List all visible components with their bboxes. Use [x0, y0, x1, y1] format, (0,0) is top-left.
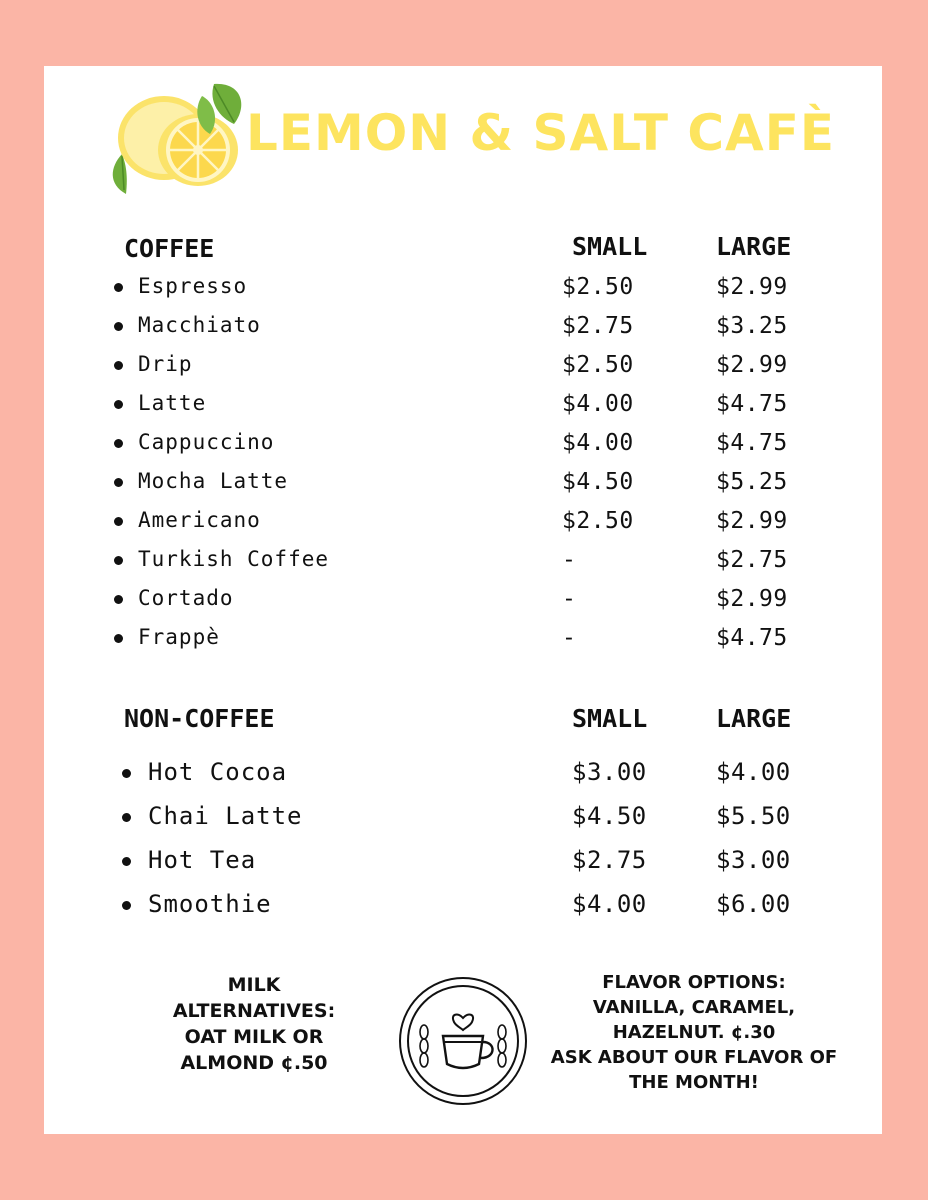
small-price: $2.50: [562, 508, 634, 534]
large-price: $4.00: [716, 758, 791, 786]
large-price: $3.25: [716, 313, 788, 339]
list-item: [44, 352, 882, 382]
note-line: VANILLA, CARAMEL,: [592, 997, 796, 1018]
bullet: [114, 400, 123, 409]
list-item: [44, 469, 882, 499]
large-price: $2.99: [716, 274, 788, 300]
large-price: $2.75: [716, 547, 788, 573]
note-line: THE MONTH!: [629, 1072, 759, 1093]
note-line: FLAVOR OPTIONS:: [602, 972, 786, 993]
bullet: [114, 634, 123, 643]
coffee-cup-icon: [398, 976, 528, 1106]
item-name: Smoothie: [148, 890, 272, 918]
milk-alternatives-note: [144, 972, 364, 1076]
small-price: -: [562, 625, 577, 651]
note-line: ALMOND ¢.50: [180, 1052, 328, 1074]
coffee-small-header: SMALL: [572, 232, 648, 261]
list-item: [44, 625, 882, 655]
note-line: MILK: [227, 974, 281, 996]
list-item: [44, 274, 882, 304]
item-name: Hot Tea: [148, 846, 257, 874]
large-price: $2.99: [716, 508, 788, 534]
list-item: [44, 890, 882, 920]
bullet: [114, 595, 123, 604]
small-price: $2.50: [562, 274, 634, 300]
item-name: Cappuccino: [138, 430, 275, 454]
large-price: $4.75: [716, 625, 788, 651]
small-price: -: [562, 547, 577, 573]
small-price: $4.00: [562, 391, 634, 417]
item-name: Macchiato: [138, 313, 261, 337]
large-price: $6.00: [716, 890, 791, 918]
flavor-options-note: [534, 970, 854, 1095]
item-name: Chai Latte: [148, 802, 303, 830]
large-price: $4.75: [716, 430, 788, 456]
bullet: [122, 901, 131, 910]
note-line: OAT MILK OR: [184, 1026, 324, 1048]
list-item: [44, 547, 882, 577]
small-price: -: [562, 586, 577, 612]
list-item: [44, 430, 882, 460]
coffee-heading: COFFEE: [124, 234, 215, 263]
small-price: $2.75: [572, 846, 647, 874]
large-price: $5.50: [716, 802, 791, 830]
coffee-large-header: LARGE: [716, 232, 792, 261]
non-coffee-large-header: LARGE: [716, 704, 792, 733]
non-coffee-heading: NON-COFFEE: [124, 704, 275, 733]
item-name: Drip: [138, 352, 193, 376]
list-item: [44, 313, 882, 343]
lemon-icon: [102, 72, 252, 202]
item-name: Latte: [138, 391, 207, 415]
small-price: $4.50: [572, 802, 647, 830]
small-price: $3.00: [572, 758, 647, 786]
bullet: [114, 322, 123, 331]
item-name: Turkish Coffee: [138, 547, 330, 571]
small-price: $4.50: [562, 469, 634, 495]
list-item: [44, 391, 882, 421]
small-price: $2.75: [562, 313, 634, 339]
bullet: [114, 556, 123, 565]
non-coffee-small-header: SMALL: [572, 704, 648, 733]
item-name: Frappè: [138, 625, 220, 649]
item-name: Espresso: [138, 274, 248, 298]
bullet: [114, 439, 123, 448]
note-line: HAZELNUT. ¢.30: [612, 1022, 776, 1043]
large-price: $2.99: [716, 586, 788, 612]
small-price: $4.00: [572, 890, 647, 918]
bullet: [122, 857, 131, 866]
bullet: [114, 361, 123, 370]
list-item: [44, 758, 882, 788]
bullet: [114, 478, 123, 487]
bullet: [122, 769, 131, 778]
bullet: [122, 813, 131, 822]
list-item: [44, 508, 882, 538]
list-item: [44, 846, 882, 876]
large-price: $4.75: [716, 391, 788, 417]
cafe-title: LEMON & SALT CAFÈ: [246, 104, 836, 162]
item-name: Hot Cocoa: [148, 758, 288, 786]
note-line: ALTERNATIVES:: [172, 1000, 336, 1022]
bullet: [114, 517, 123, 526]
large-price: $2.99: [716, 352, 788, 378]
item-name: Americano: [138, 508, 261, 532]
note-line: ASK ABOUT OUR FLAVOR OF: [550, 1047, 838, 1068]
menu-card: [44, 66, 882, 1134]
small-price: $4.00: [562, 430, 634, 456]
large-price: $3.00: [716, 846, 791, 874]
small-price: $2.50: [562, 352, 634, 378]
item-name: Cortado: [138, 586, 234, 610]
list-item: [44, 802, 882, 832]
bullet: [114, 283, 123, 292]
list-item: [44, 586, 882, 616]
item-name: Mocha Latte: [138, 469, 289, 493]
large-price: $5.25: [716, 469, 788, 495]
